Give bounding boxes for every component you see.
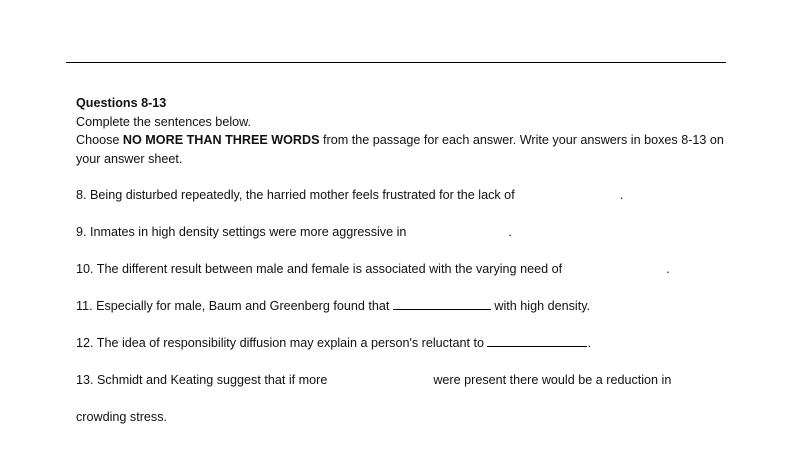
question-9-end: . <box>508 225 512 239</box>
question-12-blank[interactable] <box>487 345 587 347</box>
top-divider <box>66 62 726 63</box>
question-8 <box>76 186 726 205</box>
instruction-complete: Complete the sentences below. <box>76 114 252 129</box>
question-13-continuation: crowding stress. <box>76 410 167 424</box>
question-12 <box>76 334 726 353</box>
question-12-text: 12. The idea of responsibility diffusion may explain a person's reluctant to <box>76 336 488 350</box>
instruction-choose-suffix: from the passage for each answer. Write your answers in boxes 8-13 on your answer sheet. <box>76 133 724 166</box>
question-13 <box>76 371 726 390</box>
instruction-word-limit: NO MORE THAN THREE WORDS <box>122 133 320 147</box>
question-9-text: 9. Inmates in high density settings were more aggressive in <box>76 225 407 239</box>
question-8-text: 8. Being disturbed repeatedly, the harried mother feels frustrated for the lack of <box>76 188 515 202</box>
question-13-text: 13. Schmidt and Keating suggest that if more <box>76 373 328 387</box>
question-block <box>76 94 726 427</box>
question-8-end: . <box>619 188 624 202</box>
section-title: Questions 8-13 <box>76 96 167 110</box>
question-13-end: were present there would be a reduction in <box>433 373 672 387</box>
question-12-end: . <box>587 336 591 350</box>
instruction-choose-prefix: Choose <box>76 133 123 147</box>
question-11-blank[interactable] <box>393 308 491 310</box>
question-10 <box>76 260 726 279</box>
question-11-text: 11. Especially for male, Baum and Greenberg found that <box>76 299 393 313</box>
instruction-choose <box>76 131 726 168</box>
question-9 <box>76 223 726 242</box>
question-11 <box>76 297 726 316</box>
question-11-end: with high density. <box>490 299 591 313</box>
question-10-text: 10. The different result between male and female is associated with the varying need of <box>76 262 563 276</box>
question-list <box>76 186 726 427</box>
question-10-end: . <box>666 262 670 276</box>
